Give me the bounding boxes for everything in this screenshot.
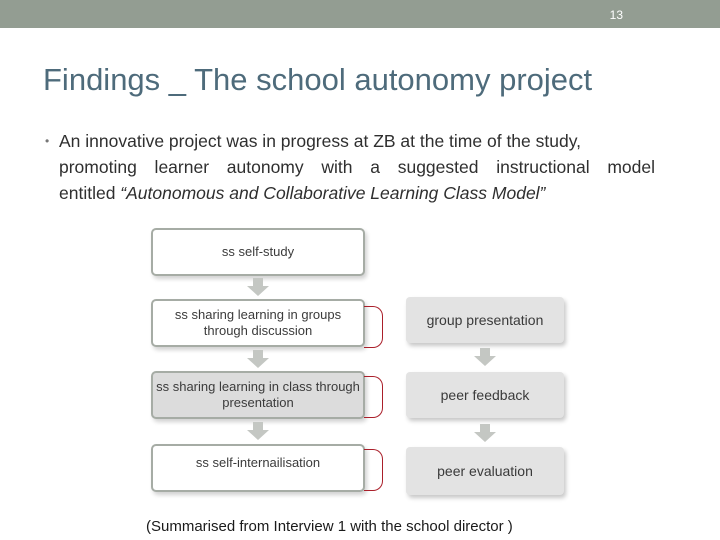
bullet-line-1: An innovative project was in progress at ZB at the time of the study, (59, 131, 582, 151)
model-name: “Autonomous and Collaborative Learning Class Model” (120, 183, 546, 203)
step-group-discussion-box (151, 299, 365, 347)
bracket-connector (364, 449, 383, 491)
bullet-paragraph (45, 128, 655, 206)
down-arrow-icon (247, 278, 269, 296)
bullet-text (59, 128, 655, 206)
bracket-connector (364, 376, 383, 418)
step-self-study-label: ss self-study (221, 244, 295, 259)
step-self-internalisation-box (151, 444, 365, 492)
down-arrow-icon (247, 350, 269, 368)
step-self-study-box (151, 228, 365, 276)
bullet-line-2: promoting learner autonomy with a suggested instructional model (59, 157, 655, 177)
group-presentation-box (406, 297, 564, 343)
peer-evaluation-box (406, 447, 564, 495)
page-number: 13 (609, 8, 623, 22)
step-class-presentation-box (151, 371, 365, 419)
group-presentation-label: group presentation (426, 312, 544, 328)
step-group-discussion-label: ss sharing learning in groups through discussion (174, 307, 342, 338)
down-arrow-icon (247, 422, 269, 440)
peer-evaluation-label: peer evaluation (437, 463, 533, 479)
peer-feedback-label: peer feedback (440, 387, 530, 403)
bullet-line-3-prefix: entitled (59, 183, 121, 203)
slide-title: Findings _ The school autonomy project (43, 62, 593, 97)
bracket-connector (364, 306, 383, 348)
slide-header-bar (0, 0, 720, 28)
bullet-dot-icon: • (45, 134, 50, 148)
peer-feedback-box (406, 372, 564, 418)
step-class-presentation-label: ss sharing learning in class through presentation (156, 379, 360, 410)
source-caption: (Summarised from Interview 1 with the school director ) (146, 518, 513, 535)
bullet-line-3 (59, 180, 655, 206)
down-arrow-icon (474, 424, 496, 442)
step-self-internalisation-label: ss self-internailisation (195, 455, 321, 470)
down-arrow-icon (474, 348, 496, 366)
